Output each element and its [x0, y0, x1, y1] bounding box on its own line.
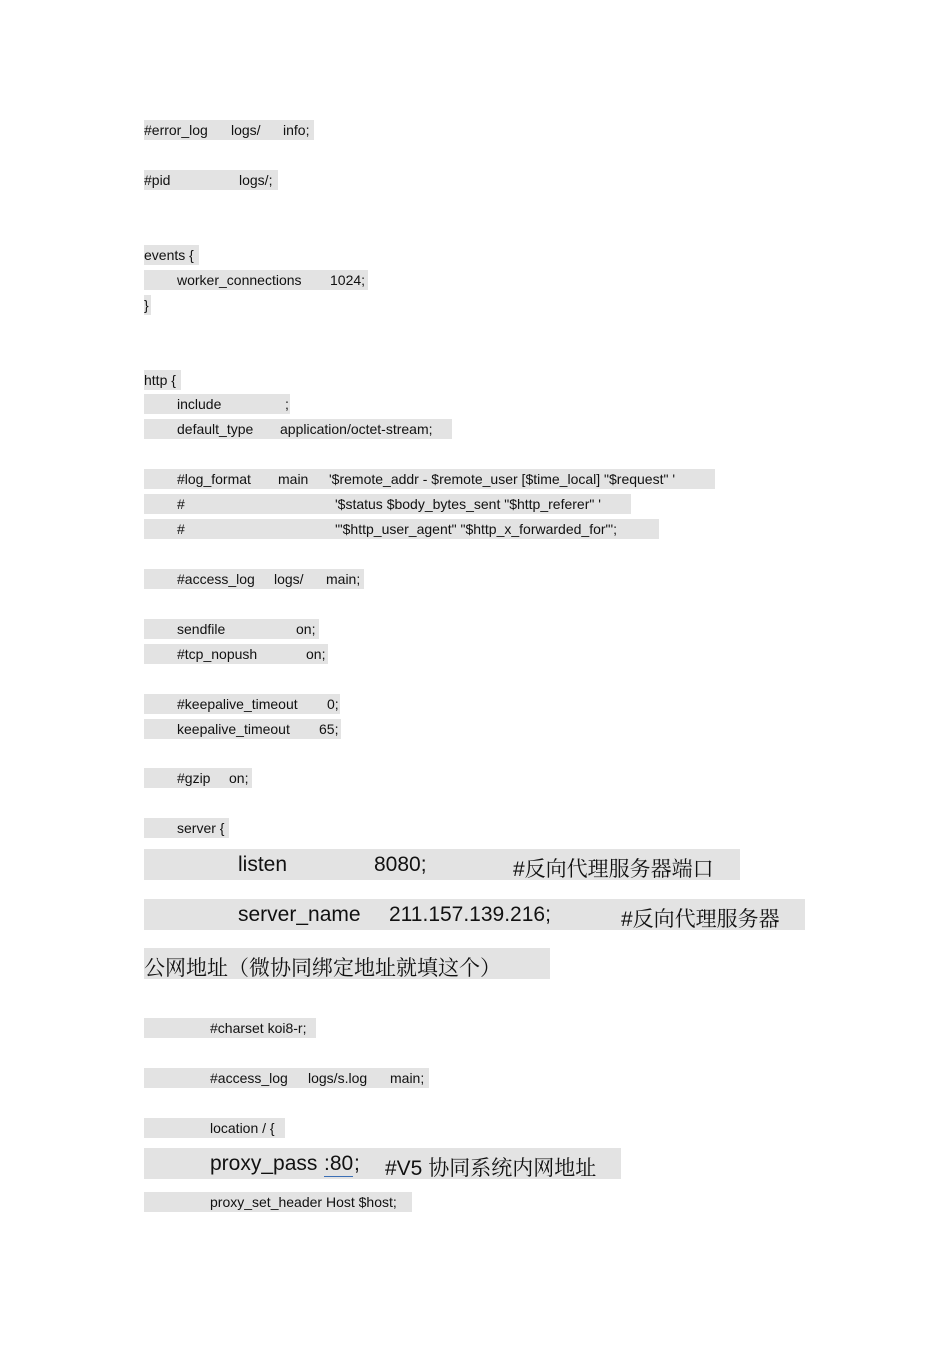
code-token: 211.157.139.216; — [389, 903, 551, 926]
code-token: proxy_pass — [210, 1152, 318, 1175]
code-token: main; — [390, 1070, 425, 1086]
code-token: logs/ — [274, 571, 304, 587]
code-token: ; — [354, 1152, 360, 1175]
code-token: proxy_set_header Host $host; — [210, 1194, 397, 1210]
code-token: worker_connections — [177, 272, 302, 288]
code-token: #log_format — [177, 471, 251, 487]
code-token: # — [177, 521, 185, 537]
code-line-pid — [144, 172, 273, 236]
code-token: keepalive_timeout — [177, 721, 290, 737]
code-token: 1024; — [330, 272, 366, 288]
code-token: #charset koi8-r; — [210, 1020, 307, 1036]
code-token: events { — [144, 247, 194, 263]
code-token: 8080; — [374, 853, 427, 876]
code-token: 65; — [319, 721, 339, 737]
code-token: http { — [144, 372, 176, 388]
code-token: default_type — [177, 421, 254, 437]
code-token: #keepalive_timeout — [177, 696, 298, 712]
code-token: listen — [238, 853, 288, 876]
code-token: server_name — [238, 903, 361, 926]
code-token: '$remote_addr - $remote_user [$time_local] "$request" ' — [329, 471, 676, 487]
code-token: include — [177, 396, 222, 412]
code-comment: #反向代理服务器端口 — [513, 858, 714, 881]
code-token: logs/s.log — [308, 1070, 368, 1086]
code-line-server-name-cont — [144, 952, 501, 1024]
code-comment: 公网地址（微协同绑定地址就填这个） — [144, 957, 501, 980]
code-token: logs/; — [239, 172, 273, 188]
code-token: logs/ — [231, 122, 261, 138]
code-line-events-close — [144, 297, 160, 345]
code-token: main — [278, 471, 309, 487]
code-token: sendfile — [177, 621, 226, 637]
code-token: on; — [296, 621, 316, 637]
code-comment: #V5 协同系统内网地址 — [385, 1157, 597, 1180]
code-token: 0; — [327, 696, 339, 712]
code-token: server { — [177, 820, 225, 836]
code-token: ; — [285, 396, 289, 412]
code-token: # — [177, 496, 185, 512]
code-token: #tcp_nopush — [177, 646, 258, 662]
code-token: location / { — [210, 1120, 275, 1136]
code-token: #gzip — [177, 770, 211, 786]
code-line-proxy-set-header — [144, 1194, 397, 1242]
code-token: on; — [306, 646, 326, 662]
code-comment: #反向代理服务器 — [621, 908, 780, 931]
code-line-charset — [144, 1020, 307, 1068]
code-token: #access_log — [210, 1070, 288, 1086]
code-token: on; — [229, 770, 249, 786]
highlight — [144, 619, 319, 639]
code-token: } — [144, 297, 149, 313]
code-token: #pid — [144, 172, 171, 188]
code-token: '$status $body_bytes_sent "$http_referer" ' — [335, 496, 601, 512]
code-token: application/octet-stream; — [280, 421, 433, 437]
code-token: main; — [326, 571, 361, 587]
code-token: #error_log — [144, 122, 208, 138]
code-token: #access_log — [177, 571, 255, 587]
proxy-pass-link[interactable]: :80 — [324, 1152, 354, 1175]
code-token: info; — [283, 122, 310, 138]
code-token: '"$http_user_agent" "$http_x_forwarded_for"'; — [335, 521, 618, 537]
